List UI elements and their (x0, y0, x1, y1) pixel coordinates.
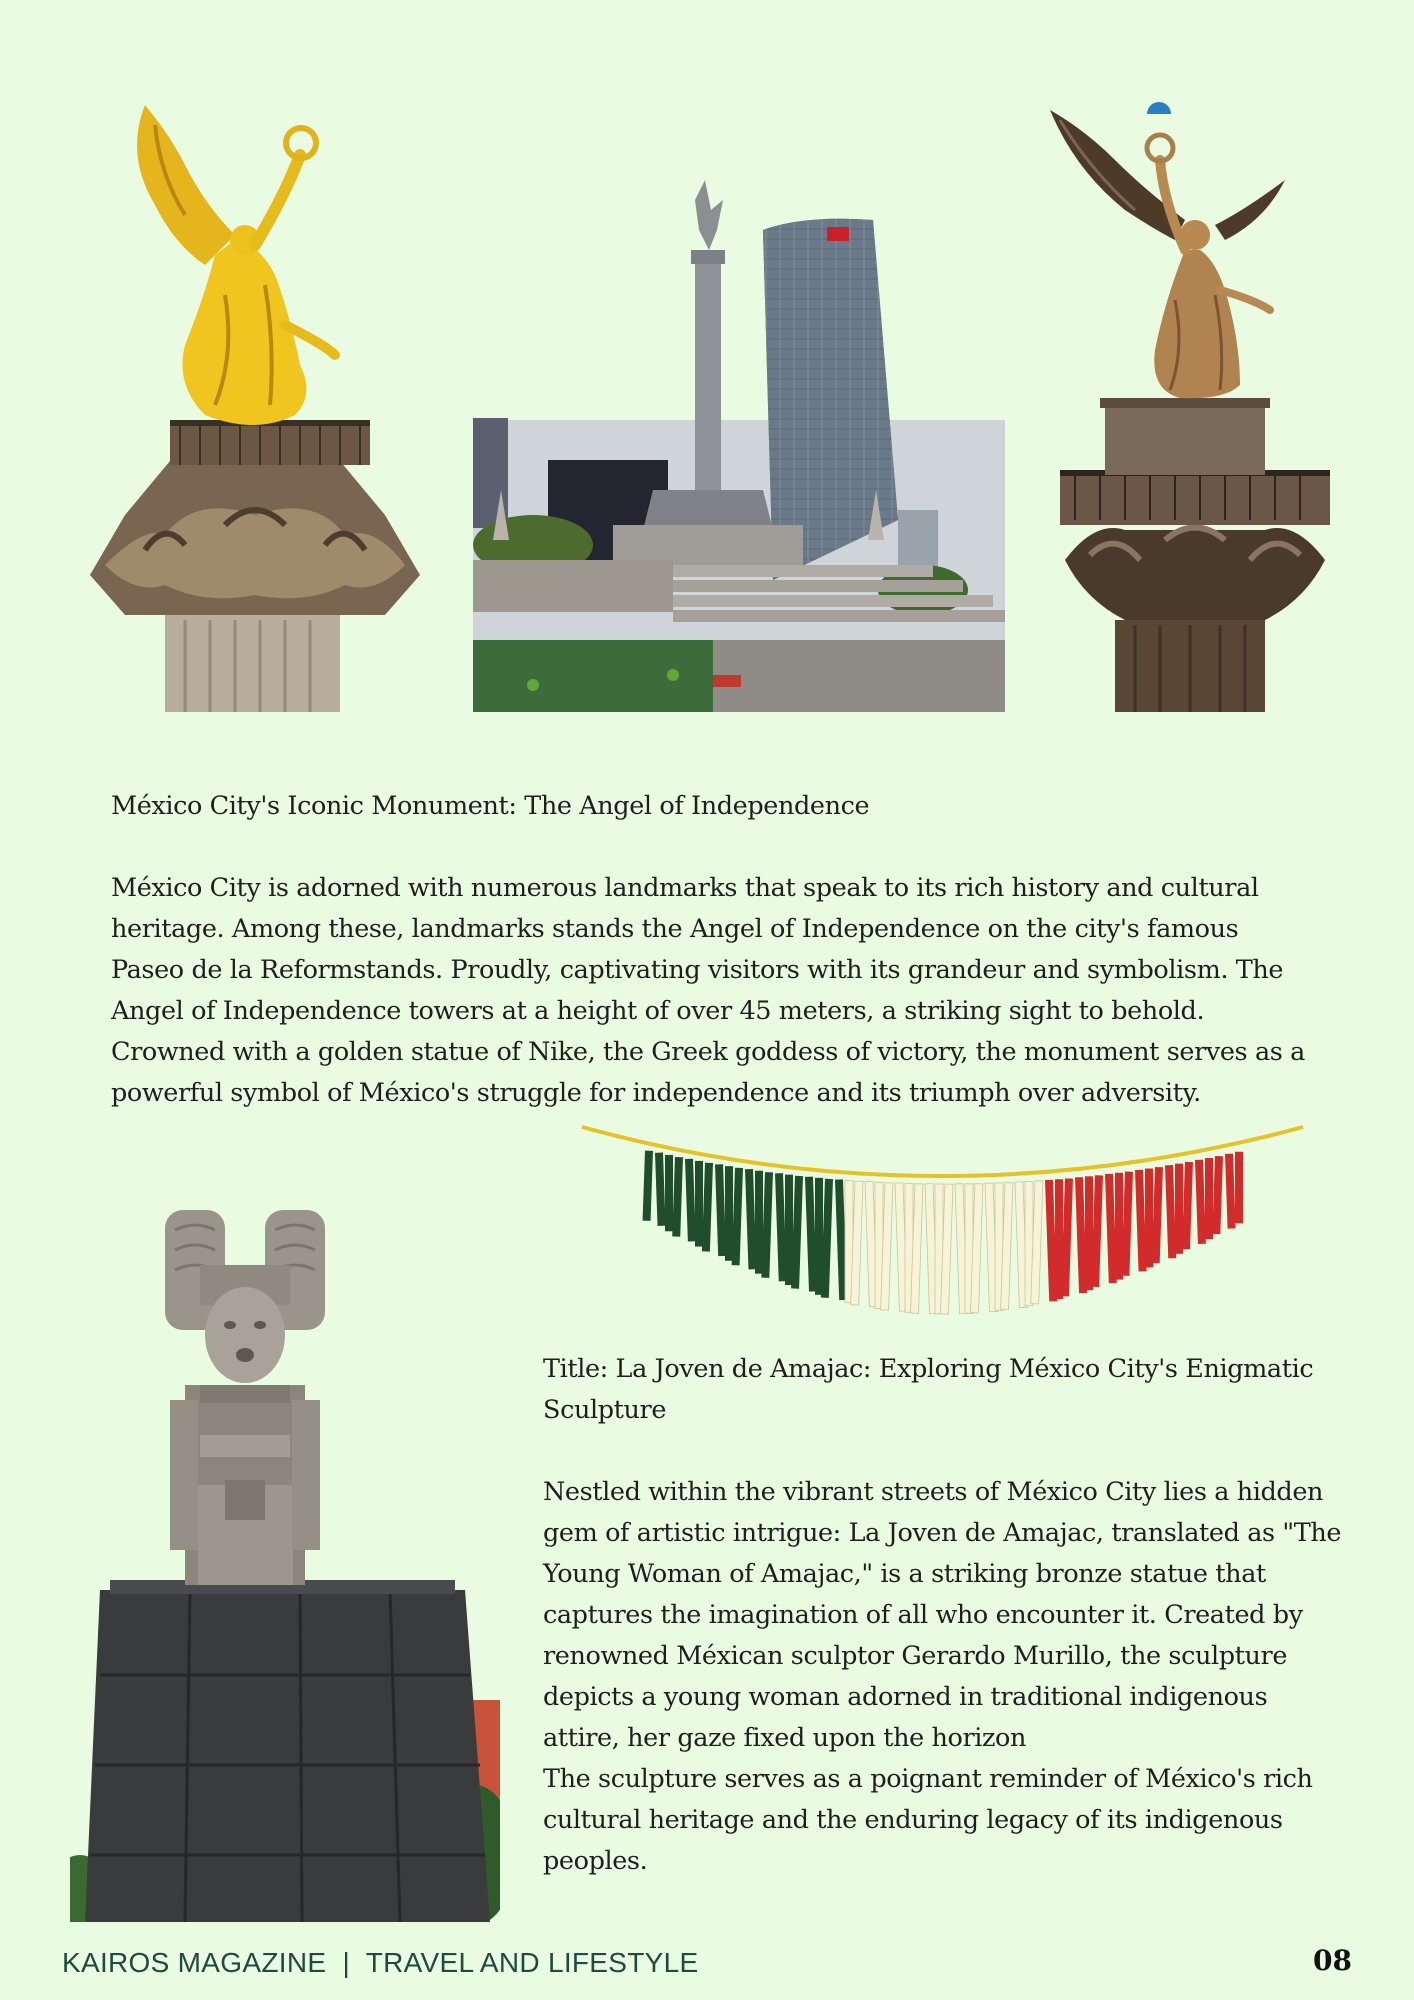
page-number: 08 (1313, 1944, 1352, 1977)
garland-fringe-strip (665, 1155, 673, 1231)
garland-fringe-strip (1212, 1156, 1223, 1234)
bronze-angel-photo (1045, 100, 1350, 712)
garland-fringe-strip (1225, 1154, 1236, 1229)
garland-fringe-strip (725, 1166, 733, 1261)
garland-fringe-strip (685, 1159, 696, 1242)
garland-fringe-strip (1175, 1164, 1183, 1254)
garland-fringe-strip (732, 1168, 743, 1266)
monument-street-photo (473, 170, 1005, 712)
angel-article-title: México City's Iconic Monument: The Angel of Independence (111, 791, 870, 821)
garland-fringe-strip (761, 1172, 773, 1278)
garland-fringe-strip (1195, 1160, 1206, 1244)
garland-fringe-strip (745, 1169, 756, 1269)
garland-fringe-strip (1135, 1170, 1147, 1272)
joven-article-body-2: The sculpture serves as a poignant reminder of México's rich cultural heritage and the enduring legacy of its indigenous peoples. (543, 1764, 1313, 1876)
garland-fringe-strip (695, 1161, 703, 1247)
garland-fringe-strip (643, 1151, 653, 1221)
garland-fringe-strip (1152, 1167, 1163, 1263)
garland-fringe-strip (702, 1163, 713, 1252)
garland-fringe-strip (1182, 1162, 1193, 1249)
garland-fringe-strip (672, 1157, 683, 1237)
garland-fringe-strip (1205, 1158, 1213, 1239)
garland-fringe-strip (755, 1171, 763, 1274)
joven-article (543, 1349, 1343, 1882)
angel-article-body: México City is adorned with numerous landmarks that speak to its rich history and cultural heritage. Among these, landmarks stands the Angel of Independence on the city's famous Paseo de la Reformstands. Proudly, captivating visitors with its grandeur and symbolism. The Angel of Independence towers at a height of over 45 meters, a striking sight to behold. Crowned with a golden statue of Nike, the Greek goddess of victory, the monument serves as a powerful symbol of México's struggle for independence and its triumph over adversity. (111, 873, 1305, 1108)
angel-article (111, 786, 1311, 1114)
garland-fringe-strip (1121, 1171, 1133, 1275)
garland-fringe-strip (715, 1164, 726, 1256)
joven-article-title: Title: La Joven de Amajac: Exploring México City's Enigmatic Sculpture (543, 1354, 1314, 1425)
garland-fringe-strip (1165, 1165, 1176, 1258)
garland-fringe-strip (1145, 1169, 1153, 1268)
golden-angel-photo (85, 95, 425, 712)
garland-fringe-strip (1235, 1152, 1243, 1224)
footer-magazine-name: KAIROS MAGAZINE | TRAVEL AND LIFESTYLE (62, 1947, 699, 1978)
joven-de-amajac-photo (70, 1205, 500, 1922)
joven-article-body-1: Nestled within the vibrant streets of México City lies a hidden gem of artistic intrigue: La Joven de Amajac, translated as "The Young Woman of Amajac," is a striking bronze statue that captures the imagination of all who encounter it. Created by renowned Méxican sculptor Gerardo Murillo, the sculpture depicts a young woman adorned in traditional indigenous attire, her gaze fixed upon the horizon (543, 1477, 1342, 1753)
flag-garland (580, 1120, 1305, 1320)
garland-fringe-strip (655, 1153, 666, 1226)
